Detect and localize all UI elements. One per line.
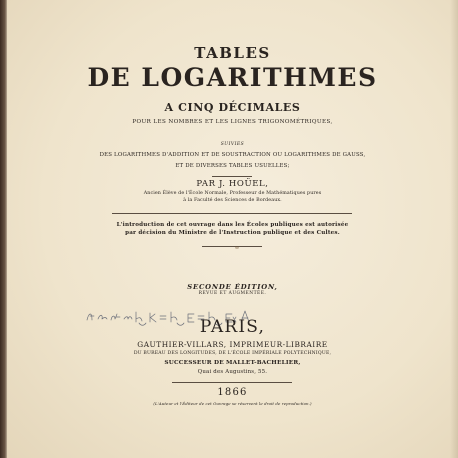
rights-notice: (L'Auteur et l'Éditeur de cet Ouvrage se réservent le droit de reproduction.) bbox=[153, 401, 312, 406]
divider-rule-long bbox=[112, 213, 352, 214]
handwritten-note-text bbox=[7, 0, 8, 1]
author-credentials: Ancien Élève de l'École Normale, Professeur de Mathématiques pures bbox=[143, 191, 322, 196]
title-logarithmes: DE LOGARITHMES bbox=[87, 63, 378, 92]
publisher-name: GAUTHIER-VILLARS, IMPRIMEUR-LIBRAIRE bbox=[137, 340, 328, 349]
author-line: PAR J. HOÜEL, bbox=[196, 179, 269, 189]
subtitle-cinq-decimales: A CINQ DÉCIMALES bbox=[164, 101, 301, 114]
authorization-line-1: L'introduction de cet ouvrage dans les Écoles publiques est autorisée bbox=[116, 222, 349, 228]
ink-smudge bbox=[235, 246, 239, 249]
subtitle-pour-les-nombres: POUR LES NOMBRES ET LES LIGNES TRIGONOMÉTRIQUES, bbox=[132, 119, 333, 125]
subtitle-tables-usuelles: ET DE DIVERSES TABLES USUELLES; bbox=[175, 163, 290, 169]
edition-line: SECONDE ÉDITION, bbox=[187, 283, 278, 291]
publisher-address: Quai des Augustins, 55. bbox=[197, 369, 268, 375]
title-page bbox=[7, 0, 458, 458]
divider-rule-bottom bbox=[172, 382, 292, 383]
publisher-city: PARIS, bbox=[199, 317, 266, 337]
authorization-line-2: par décision du Ministre de l'Instruction publique et des Cultes. bbox=[125, 230, 340, 236]
divider-rule-2 bbox=[202, 246, 262, 247]
publisher-bureau: DU BUREAU DES LONGITUDES, DE L'ÉCOLE IMPÉRIALE POLYTECHNIQUE, bbox=[133, 351, 332, 356]
author-faculty: à la Faculté des Sciences de Bordeaux. bbox=[183, 198, 282, 203]
title-tables: TABLES bbox=[194, 44, 271, 62]
edition-revue-line: REVUE ET AUGMENTÉE. bbox=[198, 291, 267, 296]
book-spine bbox=[0, 0, 7, 458]
subtitle-suivies: SUIVIES bbox=[220, 142, 245, 147]
divider-rule bbox=[212, 176, 252, 177]
publication-year: 1866 bbox=[217, 387, 248, 398]
publisher-successor: SUCCESSEUR DE MALLET-BACHELIER, bbox=[164, 360, 301, 366]
subtitle-logarithmes-addition: DES LOGARITHMES D'ADDITION ET DE SOUSTRACTION OU LOGARITHMES DE GAUSS, bbox=[99, 152, 366, 158]
